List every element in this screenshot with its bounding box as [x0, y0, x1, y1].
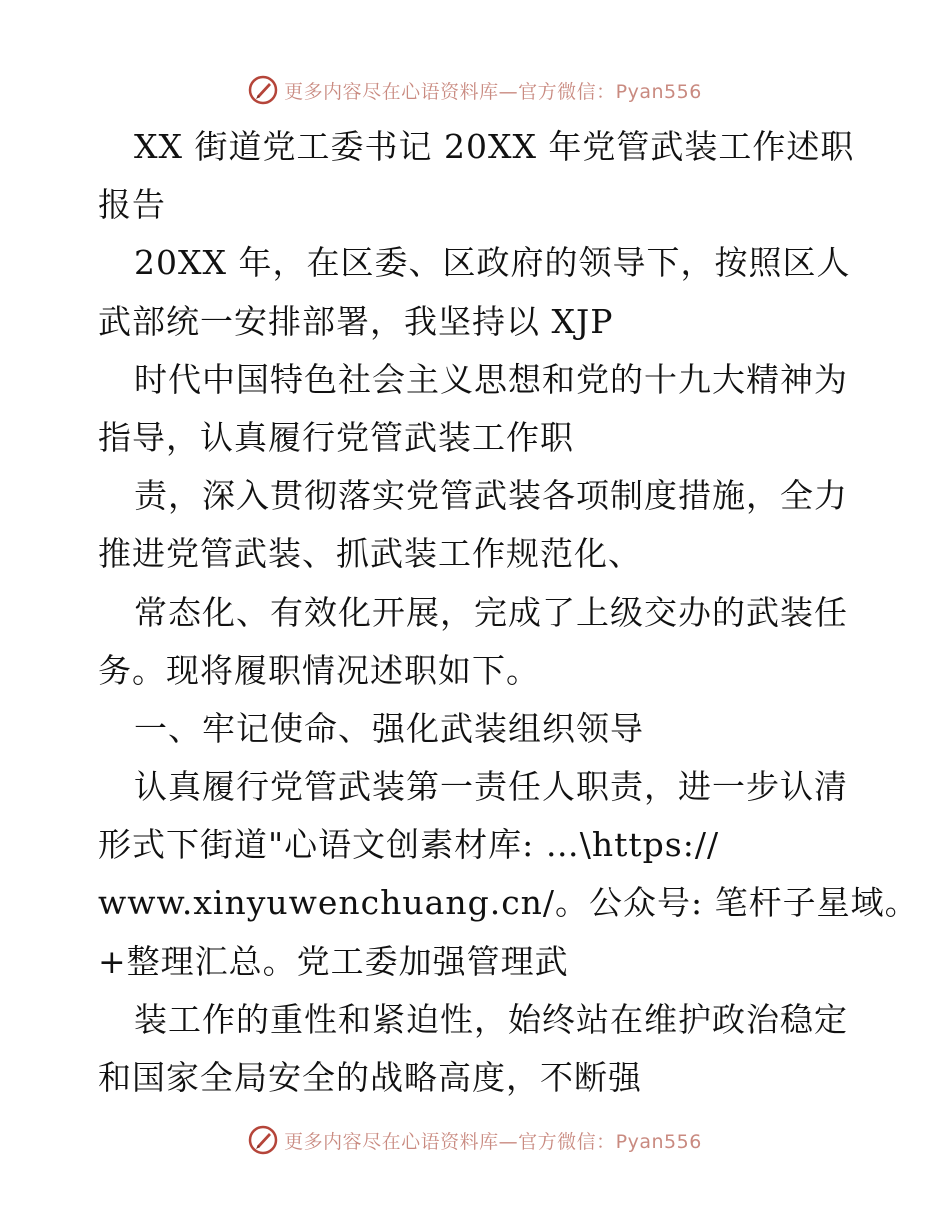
- footer-banner-text: 更多内容尽在心语资料库—官方微信：Pyan556: [284, 1130, 702, 1153]
- doc-line: 武部统一安排部署，我坚持以 XJP: [98, 301, 614, 341]
- quill-logo-icon: [248, 1125, 278, 1155]
- header-banner-text: 更多内容尽在心语资料库—官方微信：Pyan556: [284, 80, 702, 103]
- doc-line: +整理汇总。党工委加强管理武: [98, 941, 569, 981]
- header-banner: [0, 70, 950, 110]
- doc-line: 和国家全局安全的战略高度，不断强: [98, 1058, 642, 1097]
- footer-banner: [0, 1120, 950, 1160]
- doc-line: 报告: [98, 185, 166, 225]
- doc-line: 务。现将履职情况述职如下。: [98, 650, 540, 690]
- doc-line: 推进党管武装、抓武装工作规范化、: [98, 534, 642, 574]
- doc-line: XX 街道党工委书记 20XX 年党管武装工作述职: [134, 127, 855, 166]
- doc-line: 20XX 年，在区委、区政府的领导下，按照区人: [134, 243, 851, 283]
- doc-line: 时代中国特色社会主义思想和党的十九大精神为: [134, 359, 848, 399]
- quill-logo-icon: [248, 75, 278, 105]
- document-body: [98, 118, 919, 1107]
- doc-line: 认真履行党管武装第一责任人职责，进一步认清: [134, 767, 848, 807]
- doc-line: 形式下街道"心语文创素材库: …\https://: [98, 825, 720, 865]
- doc-line: 常态化、有效化开展，完成了上级交办的武装任: [134, 592, 848, 632]
- doc-line: 装工作的重性和紧迫性，始终站在维护政治稳定: [134, 999, 848, 1039]
- doc-line: 指导，认真履行党管武装工作职: [98, 417, 574, 457]
- section-heading: 一、牢记使命、强化武装组织领导: [134, 708, 644, 748]
- doc-line: 责，深入贯彻落实党管武装各项制度措施，全力: [134, 476, 848, 516]
- doc-line: www.xinyuwenchuang.cn/。公众号: 笔杆子星域。: [98, 883, 919, 923]
